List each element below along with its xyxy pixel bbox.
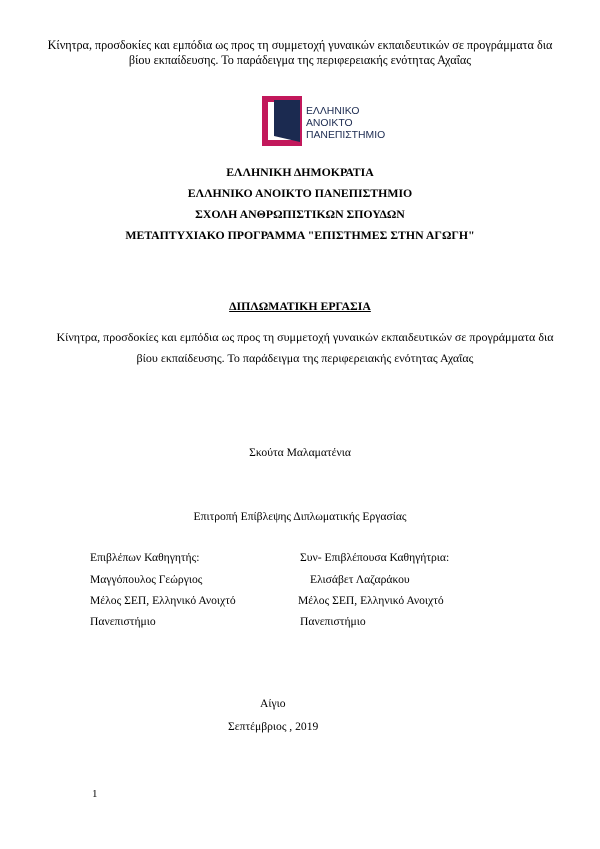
institution-line-2: ΕΛΛΗΝΙΚΟ ΑΝΟΙΚΤΟ ΠΑΝΕΠΙΣΤΗΜΙΟ <box>187 186 413 200</box>
committee-heading: Επιτροπή Επίβλεψης Διπλωματικής Εργασίας <box>193 510 407 523</box>
logo-wordmark <box>306 106 385 142</box>
page-number: 1 <box>92 788 98 800</box>
logo-line-3: ΠΑΝΕΠΙΣΤΗΜΙΟ <box>306 130 386 141</box>
logo-line-1: ΕΛΛΗΝΙΚΟ <box>306 106 360 117</box>
date: Σεπτέμβριος , 2019 <box>228 720 319 733</box>
supervisor-name: Μαγγόπουλος Γεώργιος <box>90 573 203 586</box>
co-supervisor-affiliation-1: Μέλος ΣΕΠ, Ελληνικό Ανοιχτό <box>298 594 444 607</box>
institution-line-1: ΕΛΛΗΝΙΚΗ ΔΗΜΟΚΡΑΤΙΑ <box>226 165 374 179</box>
author-name: Σκούτα Μαλαματένια <box>249 446 351 459</box>
place: Αίγιο <box>260 697 286 710</box>
co-supervisor-role: Συν- Επιβλέπουσα Καθηγήτρια: <box>300 551 450 564</box>
co-supervisor-name: Ελισάβετ Λαζαράκου <box>310 573 410 586</box>
supervisor-affiliation-1: Μέλος ΣΕΠ, Ελληνικό Ανοιχτό <box>90 594 236 607</box>
logo-navy-shape <box>274 100 300 142</box>
institution-line-4: ΜΕΤΑΠΤΥΧΙΑΚΟ ΠΡΟΓΡΑΜΜΑ "ΕΠΙΣΤΗΜΕΣ ΣΤΗΝ ΑΓΩΓΗ" <box>125 228 475 242</box>
institution-line-3: ΣΧΟΛΗ ΑΝΘΡΩΠΙΣΤΙΚΩΝ ΣΠΟΥΔΩΝ <box>195 207 405 221</box>
logo-line-2: ΑΝΟΙΚΤΟ <box>306 118 353 129</box>
supervisor-role: Επιβλέπων Καθηγητής: <box>90 551 200 564</box>
running-header: Κίνητρα, προσδοκίες και εμπόδια ως προς τη συμμετοχή γυναικών εκπαιδευτικών σε προγράμματα δια βίου εκπαίδευσης. Το παράδειγμα της περιφερειακής ενότητας Αχαΐας <box>47 38 553 67</box>
thesis-label: ΔΙΠΛΩΜΑΤΙΚΗ ΕΡΓΑΣΙΑ <box>229 299 371 313</box>
supervisor-affiliation-2: Πανεπιστήμιο <box>90 615 156 628</box>
thesis-title: Κίνητρα, προσδοκίες και εμπόδια ως προς τη συμμετοχή γυναικών εκπαιδευτικών σε προγράμματα δια βίου εκπαίδευσης. Το παράδειγμα της περιφερειακής ενότητας Αχαΐας <box>56 330 554 365</box>
co-supervisor-affiliation-2: Πανεπιστήμιο <box>300 615 366 628</box>
